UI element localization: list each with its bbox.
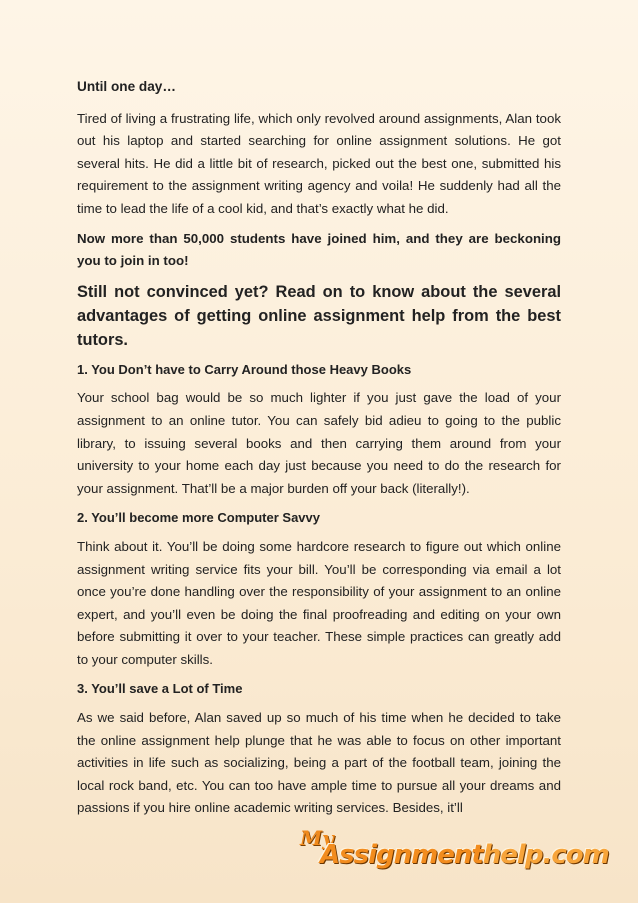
logo-help-text: help.com	[482, 840, 609, 870]
logo-assignment-text: Assignment	[320, 840, 483, 870]
section-3-title: 3. You’ll save a Lot of Time	[77, 681, 243, 697]
intro-heading: Until one day…	[77, 79, 176, 94]
logo-my-text: My	[300, 826, 334, 850]
section-2-body: Think about it. You’ll be doing some hardcore research to figure out which online assignment writing service fits your bill. You’ll be corresponding via email a lot once you’re done handling over the responsibility of your assignment to an online expert, and you’ll even be doing the final proofreading and editing on your own before submitting it over to your teacher. These simple practices can greatly add to your computer skills.	[77, 538, 561, 667]
myassignmenthelp-logo	[300, 826, 609, 874]
paragraph-students-joined: Now more than 50,000 students have joined him, and they are beckoning you to join in too!	[77, 230, 561, 269]
section-3-body: As we said before, Alan saved up so much of his time when he decided to take the online assignment help plunge that he was able to focus on other important activities in life such as socializing, being a part of the football team, joining the local rock band, etc. You can too have ample time to pursue all your dreams and passions if you hire online academic writing services. Besides, it’ll	[77, 710, 561, 816]
document-body	[77, 76, 561, 827]
section-1-body: Your school bag would be so much lighter if you just gave the load of your assignment to an online tutor. You can safely bid adieu to going to the public library, to issuing several books and then carrying them around from your university to your home each day just because you need to do the research for your assignment. That’ll be a major burden off your back (literally!).	[77, 390, 561, 496]
paragraph-intro: Tired of living a frustrating life, which only revolved around assignments, Alan took out his laptop and started searching for online assignment solutions. He got several hits. He did a little bit of research, picked out the best one, submitted his requirement to the assignment writing agency and voila! He suddenly had all the time to lead the life of a cool kid, and that’s exactly what he did.	[77, 110, 561, 216]
section-2-title: 2. You’ll become more Computer Savvy	[77, 510, 320, 526]
logo-main-text	[320, 840, 609, 870]
section-1-title: 1. You Don’t have to Carry Around those Heavy Books	[77, 361, 412, 377]
advantages-heading: Still not convinced yet? Read on to know about the several advantages of getting online assignment help from the best tutors.	[77, 282, 561, 349]
